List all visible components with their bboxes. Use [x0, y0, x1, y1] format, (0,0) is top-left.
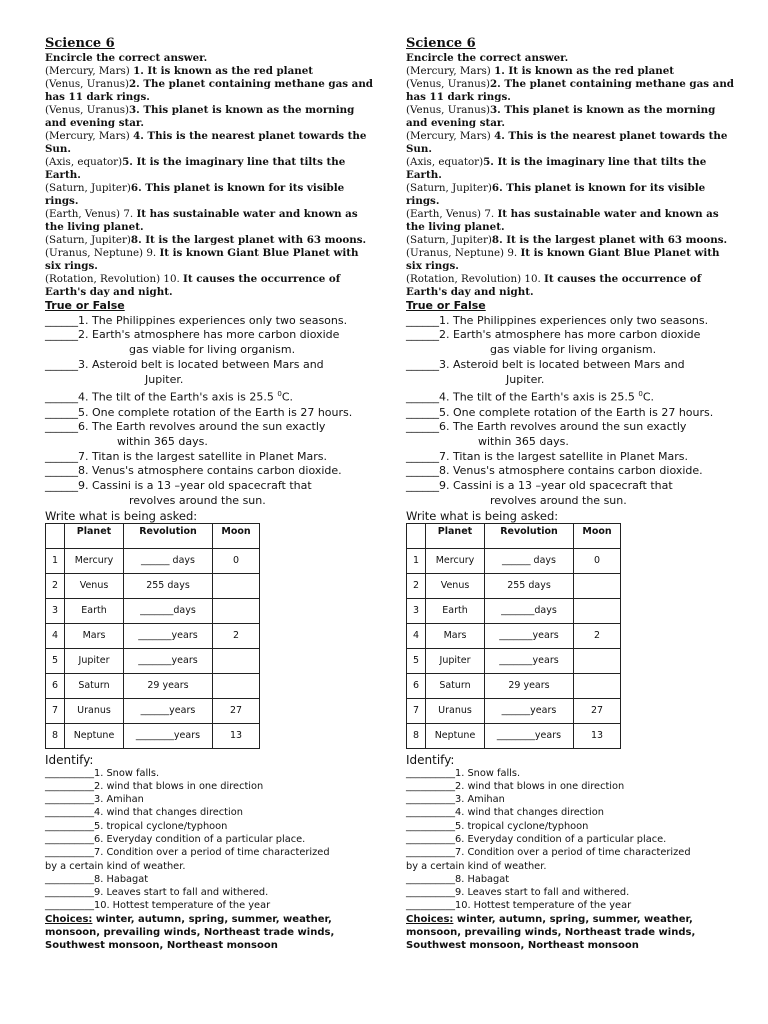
tf-item-8: ______8. Venus's atmosphere contains carbon dioxide. [406, 464, 703, 478]
identify-heading: Identify: [406, 752, 455, 767]
mc-item-1: (Mercury, Mars) 1. It is known as the red planet [406, 65, 675, 77]
identify-heading: Identify: [45, 752, 94, 767]
table-row: 6 Saturn 29 years [46, 673, 260, 698]
identify-item-2: __________2. wind that blows in one direction [406, 780, 625, 792]
worksheet-left [45, 36, 375, 953]
identify-item-6: __________6. Everyday condition of a particular place. [406, 833, 667, 845]
table-row: 8 Neptune ________years 13 [46, 723, 260, 748]
mc-item-3: (Venus, Uranus)3. This planet is known as the morning and evening star. [406, 104, 716, 129]
table-row: 3 Earth _______days [407, 598, 621, 623]
true-false-heading: True or False [406, 299, 486, 312]
tf-item-6: ______6. The Earth revolves around the sun exactly [45, 420, 326, 434]
mc-item-8: (Saturn, Jupiter)8. It is the largest planet with 63 moons. [45, 234, 367, 246]
tf-item-8: ______8. Venus's atmosphere contains carbon dioxide. [45, 464, 342, 478]
mc-item-6: (Saturn, Jupiter)6. This planet is known for its visible rings. [45, 182, 345, 207]
table-row: 6 Saturn 29 years [407, 673, 621, 698]
tf-item-1: ______1. The Philippines experiences only two seasons. [45, 313, 348, 327]
choices-line-2: monsoon, prevailing winds, Northeast trade winds, [406, 927, 696, 939]
true-false-heading: True or False [45, 299, 125, 312]
table-row: 3 Earth _______days [46, 598, 260, 623]
identify-item-4: __________4. wind that changes direction [406, 807, 604, 819]
table-row: 8 Neptune ________years 13 [407, 723, 621, 748]
planet-table [45, 523, 260, 749]
mc-item-5: (Axis, equator)5. It is the imaginary line that tilts the Earth. [406, 156, 707, 181]
identify-item-10: __________10. Hottest temperature of the year [406, 900, 632, 912]
tf-item-2: ______2. Earth's atmosphere has more carbon dioxide [45, 328, 340, 342]
true-false-section [45, 299, 375, 509]
identify-item-3: __________3. Amihan [45, 794, 144, 806]
tf-item-5: ______5. One complete rotation of the Earth is 27 hours. [406, 405, 714, 419]
mc-item-7: (Earth, Venus) 7. It has sustainable water and known as the living planet. [406, 208, 719, 233]
tf-item-5: ______5. One complete rotation of the Earth is 27 hours. [45, 405, 353, 419]
worksheet-title: Science 6 [406, 36, 476, 51]
table-row: 1 Mercury ______ days 0 [46, 548, 260, 573]
tf-item-6-cont: within 365 days. [117, 434, 208, 448]
table-row: 5 Jupiter _______years [407, 648, 621, 673]
tf-item-7: ______7. Titan is the largest satellite in Planet Mars. [45, 449, 327, 463]
tf-item-2: ______2. Earth's atmosphere has more carbon dioxide [406, 328, 701, 342]
identify-item-6: __________6. Everyday condition of a particular place. [45, 833, 306, 845]
tf-item-3: ______3. Asteroid belt is located between Mars and [45, 357, 324, 371]
table-row: 4 Mars _______years 2 [407, 623, 621, 648]
identify-item-9: __________9. Leaves start to fall and withered. [45, 887, 269, 899]
tf-item-3: ______3. Asteroid belt is located between Mars and [406, 357, 685, 371]
identify-item-3: __________3. Amihan [406, 794, 505, 806]
planet-table [406, 523, 621, 749]
tf-item-4: ______4. The tilt of the Earth's axis is 25.5 $^0$C. [406, 390, 655, 404]
tf-item-3-cont: Jupiter. [145, 372, 184, 386]
identify-item-7: __________7. Condition over a period of time characterized [406, 847, 691, 859]
mc-item-2: (Venus, Uranus)2. The planet containing methane gas and has 11 dark rings. [406, 78, 735, 103]
identify-item-7-cont: by a certain kind of weather. [406, 860, 547, 872]
tf-item-9: ______9. Cassini is a 13 –year old spacecraft that [45, 479, 312, 493]
table-row: 1 Mercury ______ days 0 [407, 548, 621, 573]
mc-item-5: (Axis, equator)5. It is the imaginary line that tilts the Earth. [45, 156, 346, 181]
identify-item-1: __________1. Snow falls. [406, 767, 521, 779]
mc-item-4: (Mercury, Mars) 4. This is the nearest planet towards the Sun. [406, 130, 728, 155]
identify-item-7: __________7. Condition over a period of time characterized [45, 847, 330, 859]
tf-item-1: ______1. The Philippines experiences only two seasons. [406, 313, 709, 327]
mc-item-3: (Venus, Uranus)3. This planet is known as the morning and evening star. [45, 104, 355, 129]
worksheet-right [406, 36, 736, 953]
tf-item-9: ______9. Cassini is a 13 –year old spacecraft that [406, 479, 673, 493]
table-row: 4 Mars _______years 2 [46, 623, 260, 648]
tf-item-9-cont: revolves around the sun. [129, 493, 266, 507]
write-heading: Write what is being asked: [406, 508, 559, 523]
choices-line-1: Choices: winter, autumn, spring, summer, weather, [406, 913, 693, 925]
identify-item-8: __________8. Habagat [45, 873, 149, 885]
table-header-row: Planet Revolution Moon [407, 523, 621, 548]
true-false-section [406, 299, 736, 509]
identify-item-2: __________2. wind that blows in one direction [45, 780, 264, 792]
mc-item-2: (Venus, Uranus)2. The planet containing methane gas and has 11 dark rings. [45, 78, 374, 103]
instruction: Encircle the correct answer. [45, 52, 208, 64]
identify-item-4: __________4. wind that changes direction [45, 807, 243, 819]
identify-item-5: __________5. tropical cyclone/typhoon [406, 820, 589, 832]
tf-item-9-cont: revolves around the sun. [490, 493, 627, 507]
worksheet-title: Science 6 [45, 36, 115, 51]
table-row: 7 Uranus ______years 27 [46, 698, 260, 723]
table-row: 2 Venus 255 days [407, 573, 621, 598]
identify-item-9: __________9. Leaves start to fall and withered. [406, 887, 630, 899]
mc-item-8: (Saturn, Jupiter)8. It is the largest planet with 63 moons. [406, 234, 728, 246]
table-row: 2 Venus 255 days [46, 573, 260, 598]
mc-item-1: (Mercury, Mars) 1. It is known as the red planet [45, 65, 314, 77]
choices-line-3: Southwest monsoon, Northeast monsoon [45, 940, 278, 952]
tf-item-6-cont: within 365 days. [478, 434, 569, 448]
mc-item-7: (Earth, Venus) 7. It has sustainable water and known as the living planet. [45, 208, 358, 233]
identify-item-8: __________8. Habagat [406, 873, 510, 885]
tf-item-6: ______6. The Earth revolves around the sun exactly [406, 420, 687, 434]
mc-item-9: (Uranus, Neptune) 9. It is known Giant Blue Planet with six rings. [406, 247, 720, 272]
mc-item-10: (Rotation, Revolution) 10. It causes the occurrence of Earth's day and night. [45, 273, 341, 298]
mc-item-9: (Uranus, Neptune) 9. It is known Giant Blue Planet with six rings. [45, 247, 359, 272]
tf-item-3-cont: Jupiter. [506, 372, 545, 386]
mc-item-6: (Saturn, Jupiter)6. This planet is known for its visible rings. [406, 182, 706, 207]
table-row: 7 Uranus ______years 27 [407, 698, 621, 723]
write-heading: Write what is being asked: [45, 508, 198, 523]
table-row: 5 Jupiter _______years [46, 648, 260, 673]
tf-item-2-cont: gas viable for living organism. [129, 343, 296, 357]
identify-item-5: __________5. tropical cyclone/typhoon [45, 820, 228, 832]
choices-line-2: monsoon, prevailing winds, Northeast trade winds, [45, 927, 335, 939]
tf-item-2-cont: gas viable for living organism. [490, 343, 657, 357]
tf-item-4: ______4. The tilt of the Earth's axis is 25.5 $^0$C. [45, 390, 294, 404]
mc-item-4: (Mercury, Mars) 4. This is the nearest planet towards the Sun. [45, 130, 367, 155]
identify-item-10: __________10. Hottest temperature of the year [45, 900, 271, 912]
table-header-row: Planet Revolution Moon [46, 523, 260, 548]
identify-item-1: __________1. Snow falls. [45, 767, 160, 779]
choices-line-3: Southwest monsoon, Northeast monsoon [406, 940, 639, 952]
identify-item-7-cont: by a certain kind of weather. [45, 860, 186, 872]
tf-item-7: ______7. Titan is the largest satellite in Planet Mars. [406, 449, 688, 463]
mc-item-10: (Rotation, Revolution) 10. It causes the occurrence of Earth's day and night. [406, 273, 702, 298]
instruction: Encircle the correct answer. [406, 52, 569, 64]
choices-line-1: Choices: winter, autumn, spring, summer, weather, [45, 913, 332, 925]
